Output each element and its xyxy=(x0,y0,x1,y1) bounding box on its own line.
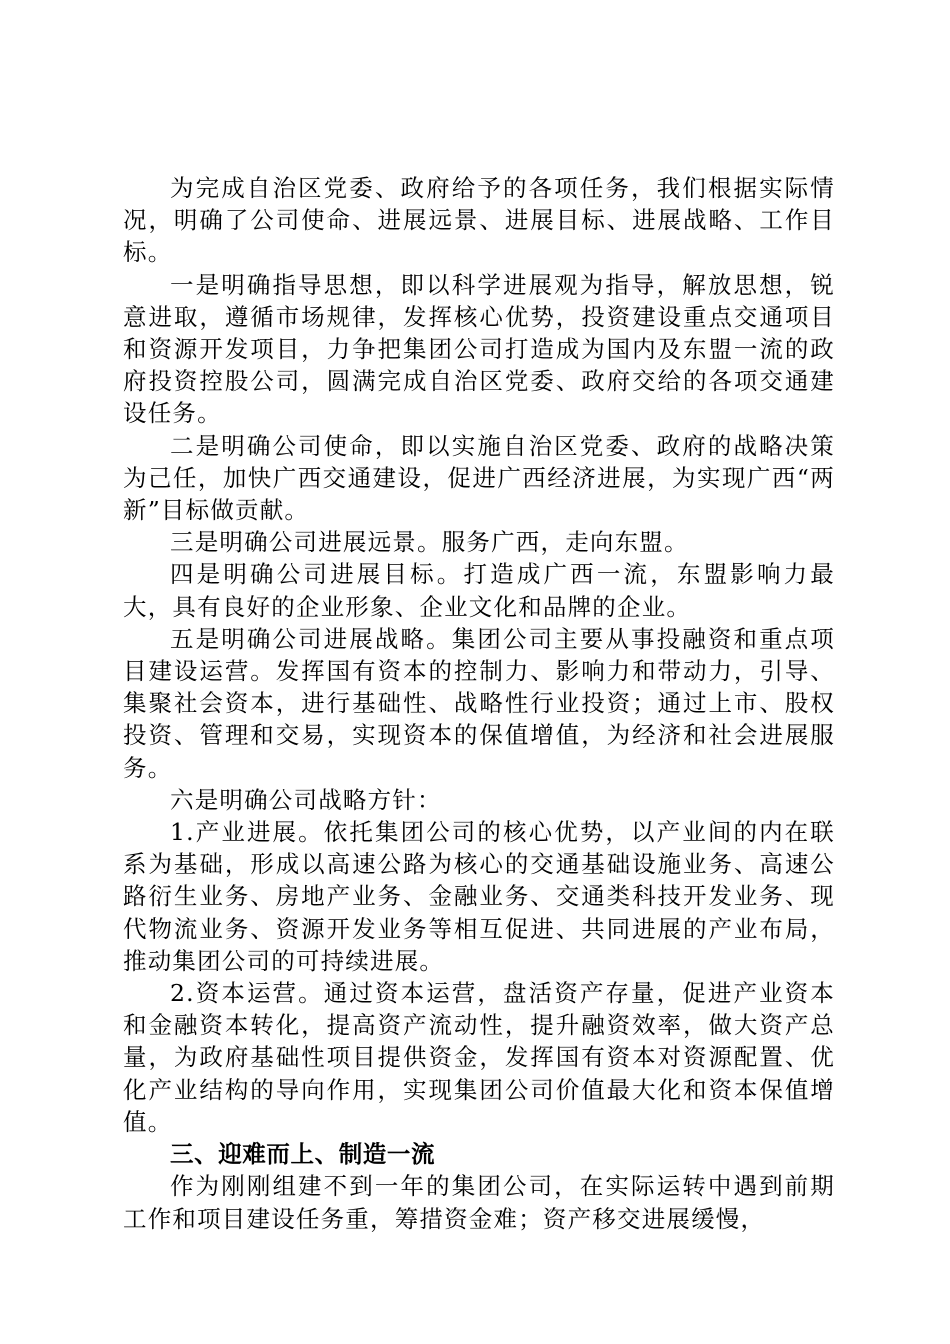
section-heading: 三、迎难而上、制造一流 xyxy=(170,1140,436,1169)
paragraph-intro: 为完成自治区党委、政府给予的各项任务，我们根据实际情况，明确了公司使命、进展远景、进展目标、进展战略、工作目标。 xyxy=(123,174,835,267)
paragraph-strategic-policy: 六是明确公司战略方针： xyxy=(170,785,442,814)
paragraph-company-strategy: 五是明确公司进展战略。集团公司主要从事投融资和重点项目建设运营。发挥国有资本的控制力、影响力和带动力，引导、集聚社会资本，进行基础性、战略性行业投资；通过上市、股权投资、管理和交易，实现资本的保值增值，为经济和社会进展服务。 xyxy=(123,624,835,782)
paragraph-challenges: 作为刚刚组建不到一年的集团公司，在实际运转中遇到前期工作和项目建设任务重，筹措资金难；资产移交进展缓慢， xyxy=(123,1172,835,1233)
paragraph-company-goal: 四是明确公司进展目标。打造成广西一流，东盟影响力最大，具有良好的企业形象、企业文化和品牌的企业。 xyxy=(123,560,835,621)
paragraph-company-mission: 二是明确公司使命，即以实施自治区党委、政府的战略决策为己任，加快广西交通建设，促进广西经济进展，为实现广西“两新”目标做贡献。 xyxy=(123,431,835,525)
paragraph-capital-operation: 2.资本运营。通过资本运营，盘活资产存量，促进产业资本和金融资本转化，提高资产流动性，提升融资效率，做大资产总量，为政府基础性项目提供资金，发挥国有资本对资源配置、优化产业结构的导向作用，实现集团公司价值最大化和资本保值增值。 xyxy=(123,979,835,1136)
paragraph-guiding-ideology: 一是明确指导思想，即以科学进展观为指导，解放思想，锐意进取，遵循市场规律，发挥核心优势，投资建设重点交通项目和资源开发项目，力争把集团公司打造成为国内及东盟一流的政府投资控股公司，圆满完成自治区党委、政府交给的各项交通建设任务。 xyxy=(123,270,835,428)
document-body xyxy=(123,172,835,1235)
paragraph-company-vision: 三是明确公司进展远景。服务广西，走向东盟。 xyxy=(170,528,689,557)
paragraph-industry-development: 1.产业进展。依托集团公司的核心优势，以产业间的内在联系为基础，形成以高速公路为核心的交通基础设施业务、高速公路衍生业务、房地产业务、金融业务、交通类科技开发业务、现代物流业务、资源开发业务等相互促进、共同进展的产业布局，推动集团公司的可持续进展。 xyxy=(123,818,835,975)
